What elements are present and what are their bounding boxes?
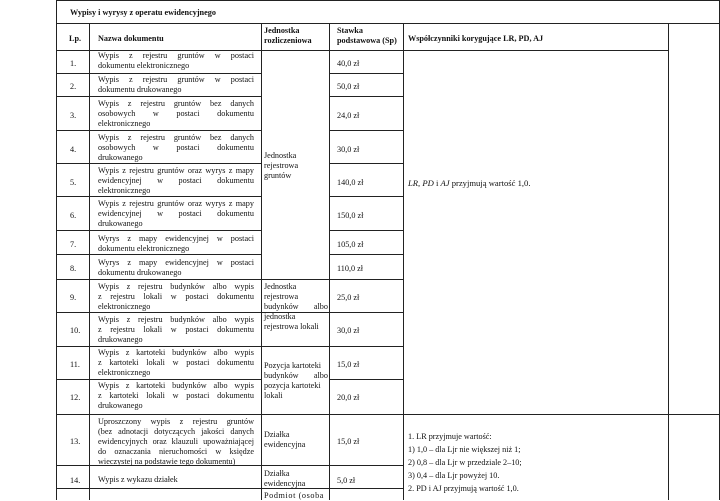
row-8-name-line1: Wyrys z mapy ewidencyjnej w postaci (98, 258, 254, 267)
row-3-name-line3: elektronicznego (98, 119, 151, 128)
row-1-name (98, 51, 254, 71)
row-border (56, 312, 403, 313)
row-1-rate: 40,0 zł (337, 59, 360, 68)
header-coefficients (408, 34, 543, 44)
header-lp: Lp. (69, 34, 82, 43)
unit-group-14-line1: Działka (264, 469, 290, 478)
coef-rest: przyjmują wartość 1,0. (449, 178, 531, 188)
row-border (56, 96, 261, 97)
row-12-lp: 12. (70, 393, 81, 402)
row-12-name-line1: Wypis z kartoteki budynków albo wypis (98, 381, 254, 390)
row-12-name-line3: drukowanego (98, 401, 143, 410)
section-title: Wypisy i wyrysy z operatu ewidencyjnego (70, 8, 216, 17)
col-border-name (261, 23, 262, 500)
row-10-rate: 30,0 zł (337, 326, 360, 335)
row-9-name (98, 282, 254, 312)
row-10-name-line1: Wypis z rejestru budynków albo wypis (98, 315, 254, 324)
header-unit (264, 26, 312, 46)
row-border (329, 230, 403, 231)
row-border (56, 346, 403, 347)
row-13-name-line3: ewidencyjnych oraz klauzuli upoważniającej (98, 437, 254, 446)
row-border (56, 279, 403, 280)
row-border (56, 414, 720, 415)
unit-group-11-12 (264, 361, 328, 401)
row-11-name (98, 348, 254, 378)
unit-group-9-line1: Jednostka (264, 282, 297, 291)
coef-aj: AJ (440, 178, 450, 188)
row-border (329, 379, 403, 380)
row-border (329, 196, 403, 197)
row-9-lp: 9. (70, 293, 77, 302)
header-coefficients-label: Współczynniki korygujące LR, PD, AJ (408, 34, 544, 43)
coef-13-line5: 2. PD i AJ przyjmują wartość 1,0. (408, 484, 519, 493)
unit-group-1-8 (264, 151, 328, 181)
row-border (56, 254, 261, 255)
unit-group-10-line2: rejestrowa lokali (264, 322, 319, 331)
table-top-border (56, 0, 720, 1)
row-14-lp: 14. (70, 476, 81, 485)
row-8-lp: 8. (70, 264, 77, 273)
coef-sep1: , (418, 178, 423, 188)
unit-group-11-12-line1: Pozycja kartoteki (264, 361, 322, 370)
row-5-name-line1: Wypis z rejestru gruntów oraz wyrys z mapy (98, 166, 254, 175)
row-border (56, 465, 403, 466)
row-9-name-line3: elektronicznego (98, 302, 151, 311)
row-border (329, 73, 403, 74)
unit-group-10 (264, 312, 328, 332)
unit-group-9-line3: budynków albo (264, 302, 328, 311)
unit-group-9 (264, 282, 328, 312)
coef-sep2: i (433, 178, 441, 188)
row-border (56, 488, 403, 489)
row-13-rate: 15,0 zł (337, 437, 360, 446)
row-11-name-line1: Wypis z kartoteki budynków albo wypis (98, 348, 254, 357)
row-2-name-line2: dokumentu drukowanego (98, 85, 182, 94)
row-2-name-line1: Wypis z rejestru gruntów w postaci (98, 75, 254, 84)
row-10-name (98, 315, 254, 345)
unit-group-9-line2: rejestrowa (264, 292, 299, 301)
unit-group-13 (264, 430, 328, 450)
row-12-rate: 20,0 zł (337, 393, 360, 402)
row-border (56, 73, 261, 74)
row-1-lp: 1. (70, 59, 77, 68)
unit-group-15-partial: Podmiot (osoba (264, 491, 325, 500)
row-5-name-line2: ewidencyjnej w postaci dokumentu (98, 176, 254, 185)
coef-13-line3: 2) 0,8 – dla Ljr w przedziale 2–10; (408, 458, 522, 467)
row-border (56, 196, 261, 197)
row-6-name-line1: Wypis z rejestru gruntów oraz wyrys z mapy (98, 199, 254, 208)
row-6-name-line2: ewidencyjnej w postaci dokumentu (98, 209, 254, 218)
unit-group-14-line2: ewidencyjna (264, 479, 306, 488)
header-document-name: Nazwa dokumentu (98, 34, 164, 43)
unit-group-1-8-line3: gruntów (264, 171, 292, 180)
row-8-rate: 110,0 zł (337, 264, 364, 273)
table-left-border (56, 0, 57, 500)
row-13-name-line1: Uproszczony wypis z rejestru gruntów (98, 417, 254, 426)
row-10-name-line3: drukowanego (98, 335, 143, 344)
unit-group-11-12-line3: pozycja kartoteki (264, 381, 321, 390)
row-13-name-line5: wieczystej na podstawie tego dokumentu) (98, 457, 236, 466)
unit-group-11-12-line2: budynków albo (264, 371, 328, 380)
row-14-rate: 5,0 zł (337, 476, 356, 485)
row-2-name (98, 75, 254, 95)
row-5-name-line3: elektronicznego (98, 186, 151, 195)
row-5-name (98, 166, 254, 196)
title-row-border (56, 23, 720, 24)
row-border (329, 163, 403, 164)
row-13-name-line4: do oznaczania nieruchomości w księdze (98, 447, 254, 456)
row-4-name-line1: Wypis z rejestru gruntów bez danych (98, 133, 254, 142)
row-3-rate: 24,0 zł (337, 111, 360, 120)
row-2-rate: 50,0 zł (337, 82, 360, 91)
row-7-rate: 105,0 zł (337, 240, 364, 249)
row-6-name-line3: drukowanego (98, 219, 143, 228)
coef-pd: PD (422, 178, 434, 188)
row-3-name (98, 99, 254, 129)
row-13-lp: 13. (70, 437, 81, 446)
unit-group-13-line1: Działka (264, 430, 290, 439)
row-11-lp: 11. (70, 360, 80, 369)
coef-13-line1: 1. LR przyjmuje wartość: (408, 432, 492, 441)
row-9-name-line2: z rejestru lokali w postaci dokumentu (98, 292, 254, 301)
row-11-rate: 15,0 zł (337, 360, 360, 369)
coefficients-rows-1-12 (408, 178, 530, 188)
row-13-name-line2: (bez adnotacji dotyczących jakości danych (98, 427, 254, 436)
row-4-name-line3: drukowanego (98, 153, 143, 162)
row-1-name-line2: dokumentu elektronicznego (98, 61, 190, 70)
row-5-rate: 140,0 zł (337, 178, 364, 187)
row-border (56, 379, 261, 380)
row-border (56, 230, 261, 231)
row-14-name (98, 475, 254, 485)
col-border-rate (403, 23, 404, 500)
header-rate-line1: Stawka (337, 26, 363, 35)
row-7-name-line2: dokumentu elektronicznego (98, 244, 190, 253)
row-11-name-line3: elektronicznego (98, 368, 151, 377)
fee-table (56, 0, 720, 500)
row-9-rate: 25,0 zł (337, 293, 360, 302)
row-3-name-line2: osobowych w postaci dokumentu (98, 109, 254, 118)
row-10-lp: 10. (70, 326, 81, 335)
header-unit-line1: Jednostka (264, 26, 300, 35)
row-border (56, 163, 261, 164)
row-6-lp: 6. (70, 211, 77, 220)
row-2-lp: 2. (70, 82, 77, 91)
header-rate (337, 26, 397, 46)
row-6-rate: 150,0 zł (337, 211, 364, 220)
row-8-name (98, 258, 254, 278)
row-7-lp: 7. (70, 240, 77, 249)
row-11-name-line2: z kartoteki lokali w postaci dokumentu (98, 358, 254, 367)
col-border-unit (329, 23, 330, 500)
row-border (329, 254, 403, 255)
row-3-name-line1: Wypis z rejestru gruntów bez danych (98, 99, 254, 108)
coef-13-line2: 1) 1,0 – dla Ljr nie większej niż 1; (408, 445, 521, 454)
unit-group-13-line2: ewidencyjna (264, 440, 306, 449)
row-8-name-line2: dokumentu drukowanego (98, 268, 182, 277)
row-13-name (98, 417, 254, 467)
col-border-coef (668, 23, 669, 500)
header-row-border (56, 50, 668, 51)
row-10-name-line2: z rejestru lokali w postaci dokumentu (98, 325, 254, 334)
row-6-name (98, 199, 254, 229)
row-5-lp: 5. (70, 178, 77, 187)
row-7-name (98, 234, 254, 254)
unit-group-1-8-line1: Jednostka (264, 151, 297, 160)
coef-13-line4: 3) 0,4 – dla Ljr powyżej 10. (408, 471, 500, 480)
unit-group-11-12-line4: lokali (264, 391, 283, 400)
unit-group-14 (264, 469, 328, 489)
row-4-name-line2: osobowych w postaci dokumentu (98, 143, 254, 152)
row-border (56, 130, 261, 131)
row-4-name (98, 133, 254, 163)
header-rate-line2: podstawowa (Sp) (337, 36, 397, 45)
unit-group-1-8-line2: rejestrowa (264, 161, 299, 170)
header-unit-line2: rozliczeniowa (264, 36, 312, 45)
col-border-lp (89, 23, 90, 500)
row-12-name-line2: z kartoteki lokali w postaci dokumentu (98, 391, 254, 400)
coef-lr: LR (408, 178, 419, 188)
row-3-lp: 3. (70, 111, 77, 120)
row-7-name-line1: Wyrys z mapy ewidencyjnej w postaci (98, 234, 254, 243)
unit-group-10-line1: jednostka (264, 312, 296, 321)
row-14-name-line1: Wypis z wykazu działek (98, 475, 178, 484)
coefficients-rows-13-on (408, 430, 668, 495)
row-12-name (98, 381, 254, 411)
row-border (329, 96, 403, 97)
row-border (329, 130, 403, 131)
row-1-name-line1: Wypis z rejestru gruntów w postaci (98, 51, 254, 60)
row-9-name-line1: Wypis z rejestru budynków albo wypis (98, 282, 254, 291)
row-4-lp: 4. (70, 145, 77, 154)
row-4-rate: 30,0 zł (337, 145, 360, 154)
